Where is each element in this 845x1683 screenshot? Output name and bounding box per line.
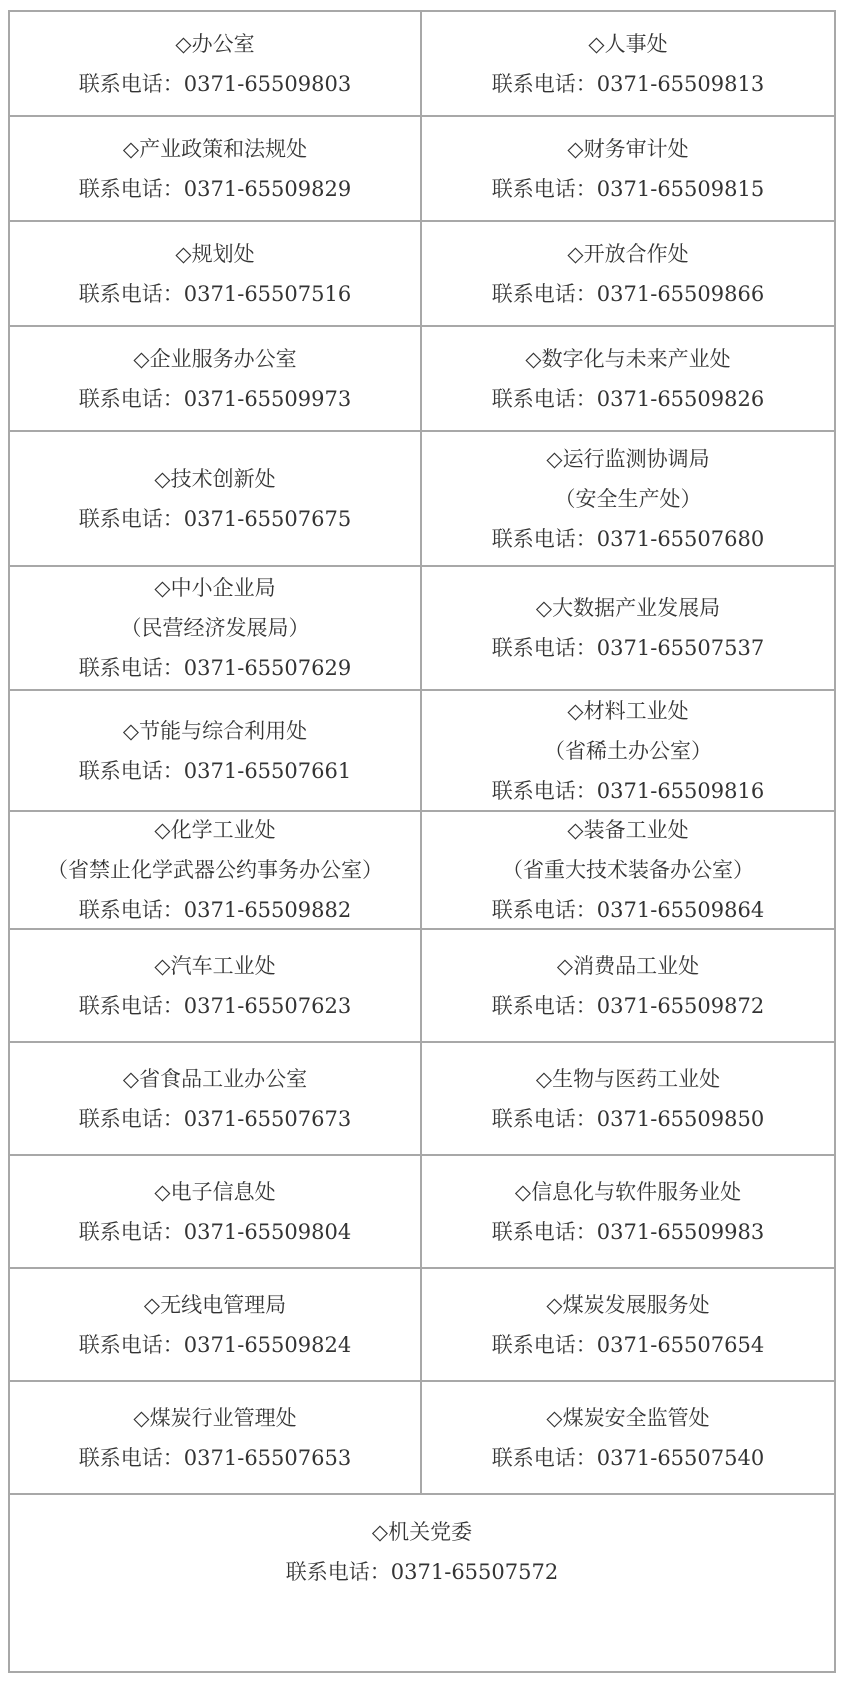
department-cell (10, 1156, 422, 1267)
department-name: ◇生物与医药工业处 (535, 1066, 721, 1091)
department-cell (10, 1382, 422, 1493)
department-cell (422, 12, 834, 115)
department-phone: 联系电话：0371-65509824 (78, 1332, 352, 1357)
table-row (10, 691, 834, 812)
department-name: ◇电子信息处 (154, 1179, 276, 1204)
department-cell (422, 222, 834, 325)
department-subtitle: （省稀土办公室） (544, 738, 712, 763)
table-row (10, 327, 834, 432)
table-row (10, 930, 834, 1043)
department-name: ◇企业服务办公室 (133, 346, 297, 371)
department-name: ◇中小企业局 (154, 576, 276, 600)
table-row (10, 117, 834, 222)
department-phone: 联系电话：0371-65507623 (78, 993, 352, 1018)
table-row (10, 1382, 834, 1495)
department-cell (10, 1269, 422, 1380)
department-cell (10, 1043, 422, 1154)
department-name: ◇办公室 (175, 31, 255, 56)
department-phone: 联系电话：0371-65509983 (491, 1219, 765, 1244)
department-phone: 联系电话：0371-65507629 (78, 656, 352, 680)
department-cell (10, 12, 422, 115)
department-name: ◇节能与综合利用处 (122, 718, 308, 743)
department-cell (422, 327, 834, 430)
department-phone: 联系电话：0371-65509882 (78, 898, 352, 922)
department-name: ◇汽车工业处 (154, 953, 276, 978)
department-name: ◇开放合作处 (567, 241, 689, 266)
department-phone: 联系电话：0371-65507673 (78, 1106, 352, 1131)
department-name: ◇无线电管理局 (143, 1292, 287, 1317)
department-phone: 联系电话：0371-65507540 (491, 1445, 765, 1470)
department-subtitle: （安全生产处） (554, 486, 702, 511)
department-phone: 联系电话：0371-65507537 (491, 636, 765, 660)
department-name: ◇信息化与软件服务业处 (514, 1179, 742, 1204)
table-row (10, 812, 834, 930)
table-row (10, 567, 834, 691)
department-name: ◇财务审计处 (567, 136, 689, 161)
department-cell (422, 117, 834, 220)
table-row (10, 222, 834, 327)
department-phone: 联系电话：0371-65509813 (491, 71, 765, 96)
department-name: ◇煤炭安全监管处 (546, 1405, 710, 1430)
table-row (10, 1269, 834, 1382)
department-subtitle: （省重大技术装备办公室） (502, 858, 754, 882)
table-row (10, 432, 834, 567)
department-name: ◇煤炭行业管理处 (133, 1405, 297, 1430)
department-cell (422, 691, 834, 810)
department-phone: 联系电话：0371-65509829 (78, 176, 352, 201)
table-row (10, 1043, 834, 1156)
department-phone: 联系电话：0371-65507572 (285, 1559, 559, 1584)
department-cell (10, 432, 422, 565)
department-name: ◇材料工业处 (567, 698, 689, 723)
department-name: ◇技术创新处 (154, 466, 276, 491)
department-phone: 联系电话：0371-65509850 (491, 1106, 765, 1131)
department-cell (422, 1269, 834, 1380)
department-name: ◇数字化与未来产业处 (525, 346, 731, 371)
department-phone: 联系电话：0371-65507661 (78, 758, 352, 783)
department-name: ◇消费品工业处 (556, 953, 700, 978)
department-name: ◇装备工业处 (567, 818, 689, 842)
table-row (10, 1495, 834, 1608)
table-row (10, 12, 834, 117)
department-cell (10, 222, 422, 325)
department-phone: 联系电话：0371-65507680 (491, 526, 765, 551)
department-name: ◇规划处 (175, 241, 255, 266)
department-name: ◇化学工业处 (154, 818, 276, 842)
department-cell (10, 117, 422, 220)
department-cell (10, 691, 422, 810)
table-row (10, 1156, 834, 1269)
department-cell (422, 432, 834, 565)
department-name: ◇产业政策和法规处 (122, 136, 308, 161)
department-phone: 联系电话：0371-65509803 (78, 71, 352, 96)
department-cell (422, 1043, 834, 1154)
department-cell (422, 567, 834, 689)
department-phone: 联系电话：0371-65507654 (491, 1332, 765, 1357)
department-cell (422, 1382, 834, 1493)
department-name: ◇大数据产业发展局 (535, 596, 721, 620)
department-phone: 联系电话：0371-65509826 (491, 386, 765, 411)
department-phone: 联系电话：0371-65509816 (491, 778, 765, 803)
department-cell (10, 327, 422, 430)
department-cell (422, 1156, 834, 1267)
department-cell (422, 930, 834, 1041)
department-cell (10, 930, 422, 1041)
department-phone: 联系电话：0371-65509815 (491, 176, 765, 201)
department-name: ◇运行监测协调局 (546, 446, 710, 471)
department-name: ◇人事处 (588, 31, 668, 56)
department-name: ◇机关党委 (371, 1519, 473, 1544)
department-phone: 联系电话：0371-65509973 (78, 386, 352, 411)
department-directory-table (8, 10, 836, 1673)
department-phone: 联系电话：0371-65507516 (78, 281, 352, 306)
department-phone: 联系电话：0371-65509804 (78, 1219, 352, 1244)
department-cell (10, 567, 422, 689)
department-subtitle: （省禁止化学武器公约事务办公室） (47, 858, 383, 882)
department-name: ◇煤炭发展服务处 (546, 1292, 710, 1317)
department-cell (10, 1495, 834, 1608)
department-phone: 联系电话：0371-65509864 (491, 898, 765, 922)
department-subtitle: （民营经济发展局） (120, 616, 310, 640)
department-phone: 联系电话：0371-65509872 (491, 993, 765, 1018)
department-phone: 联系电话：0371-65509866 (491, 281, 765, 306)
department-phone: 联系电话：0371-65507653 (78, 1445, 352, 1470)
department-cell (10, 812, 422, 928)
department-cell (422, 812, 834, 928)
department-name: ◇省食品工业办公室 (122, 1066, 308, 1091)
department-phone: 联系电话：0371-65507675 (78, 506, 352, 531)
